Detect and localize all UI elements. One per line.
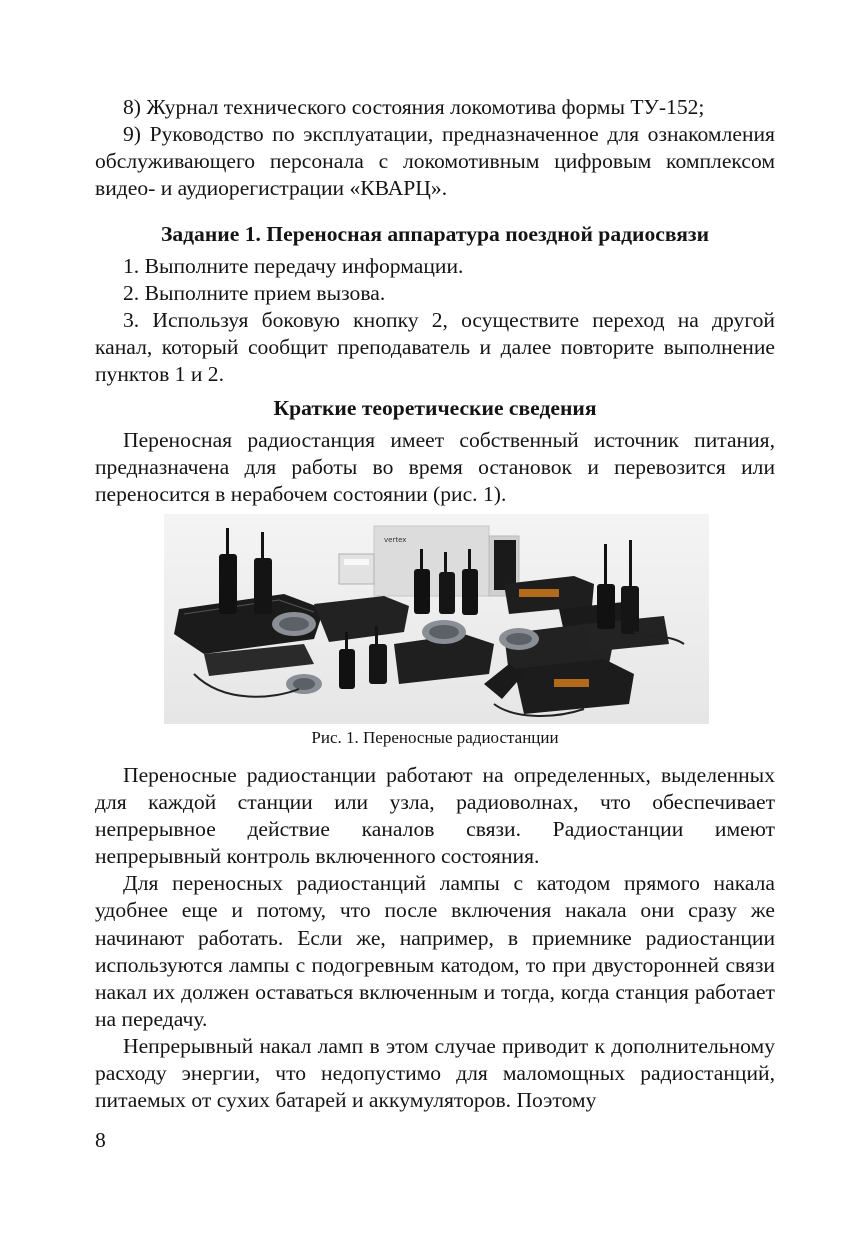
theory-heading-block bbox=[95, 395, 775, 422]
list-item: 3. Используя боковую кнопку 2, осуществите переход на другой канал, который сообщит преподаватель и далее повторите выполнение пунктов 1 и 2. bbox=[95, 308, 775, 387]
radio-stations-photo bbox=[164, 514, 709, 724]
task-list bbox=[95, 253, 775, 388]
page-number: 8 bbox=[95, 1128, 106, 1152]
body-paragraph: Непрерывный накал ламп в этом случае приводит к дополнительному расходу энергии, что недопустимо для маломощных радиостанций, питаемых от сухих батарей и аккумуляторов. Поэтому bbox=[95, 1033, 775, 1113]
theory-heading: Краткие теоретические сведения bbox=[273, 396, 597, 420]
list-item: 2. Выполните прием вызова. bbox=[123, 281, 386, 306]
body-paragraph: Для переносных радиостанций лампы с катодом прямого накала удобнее еще и потому, что после включения накала они сразу же начинают работать. Если же, например, в приемнике радиостанции используются лампы с подогревным катодом, то при двусторонней связи накал их должен оставаться включенным и тогда, когда станция работает на передачу. bbox=[95, 871, 775, 1031]
theory-intro-block bbox=[95, 427, 775, 508]
task-heading: Задание 1. Переносная аппаратура поездной радиосвязи bbox=[160, 222, 710, 246]
svg-text:vertex: vertex bbox=[384, 536, 407, 544]
theory-intro: Переносная радиостанция имеет собственный источник питания, предназначена для работы во время остановок и перевозится или переносится в нерабочем состоянии (рис. 1). bbox=[95, 428, 775, 507]
list-item: 9) Руководство по эксплуатации, предназначенное для ознакомления обслуживающего персонала с локомотивным цифровым комплексом видео- и аудиорегистрации «КВАРЦ». bbox=[95, 122, 775, 201]
body-text bbox=[95, 762, 775, 1114]
body-paragraph: Переносные радиостанции работают на определенных, выделенных для каждой станции или узла, радиоволнах, что обеспечивает непрерывное действие каналов связи. Радиостанции имеют непрерывный контроль включенного состояния. bbox=[95, 763, 775, 869]
list-item: 1. Выполните передачу информации. bbox=[123, 254, 464, 278]
reference-list bbox=[95, 94, 775, 202]
task-heading-block bbox=[95, 221, 775, 248]
list-item: 8) Журнал технического состояния локомотива формы ТУ-152; bbox=[123, 95, 705, 119]
figure-caption: Рис. 1. Переносные радиостанции bbox=[311, 728, 559, 747]
